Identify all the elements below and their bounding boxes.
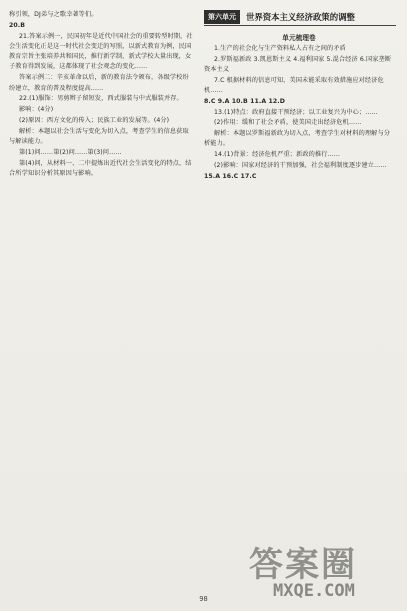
paragraph: 1.生产的社会化与生产资料私人占有之间的矛盾 (214, 44, 346, 52)
left-column (9, 10, 195, 180)
unit-label: 第六单元 (204, 10, 240, 24)
watermark-url: MXQE.COM (273, 581, 355, 601)
watermark-text: 答案圈 (249, 545, 357, 585)
answer-line: 20.B (9, 21, 26, 29)
paragraph: (2)作用：缓和了社会矛盾，使美国走出经济危机…… (214, 119, 362, 127)
page-number: 98 (199, 595, 208, 603)
paragraph: 答案示例二：辛亥革命以后，新的教育法令颁布，各级学校纷纷建立，教育的普及程度提高…… (9, 74, 189, 92)
paragraph: 14.(1)背景：经济危机严重；新政的推行…… (214, 151, 341, 159)
paragraph: 第(4)问，从材料一、二中提炼出近代社会生活变化的特点，结合所学知识分析其原因与影响。 (9, 159, 192, 177)
paragraph: 第(1)问……第(2)问……第(3)问…… (19, 148, 122, 156)
answer-line: 15.A 16.C 17.C (204, 172, 257, 180)
paragraph: 13.(1)特点：政府直接干预经济；以工业复兴为中心；…… (214, 108, 378, 116)
paragraph: 解析：本题以罗斯福新政为切入点，考查学生对材料的理解与分析能力。 (204, 130, 391, 148)
paragraph: 影响：(4分) (19, 106, 54, 114)
paragraph: 7.C 根据材料的信息可知，美国未能采取有效措施应对经济危机…… (204, 76, 384, 94)
paragraph: (2)原因：西方文化的传入；民族工业的发展等。(4分) (19, 116, 170, 124)
answer-line: 8.C 9.A 10.B 11.A 12.D (204, 97, 285, 105)
sub-heading: 单元梳理卷 (282, 34, 316, 42)
unit-title: 世界资本主义经济政策的调整 (246, 12, 355, 22)
paragraph: 2.罗斯福新政 3.凯恩斯主义 4.福利国家 5.混合经济 6.国家垄断资本主义 (204, 55, 392, 73)
paragraph: (2)影响：国家对经济的干预加强，社会福利制度逐步建立…… (214, 162, 387, 170)
paragraph: 解析：本题以社会生活与变化为切入点，考查学生的信息获取与解读能力。 (9, 127, 189, 146)
paragraph: 称引领，DJ弟与之歌幸著等们。 (9, 11, 98, 18)
paragraph: 22.(1)服饰：男剪辫子留短发，西式服装与中式服装并存。 (19, 95, 183, 103)
section-header (204, 9, 396, 26)
right-column (204, 33, 394, 183)
paragraph: 21.答案示例一，民国初年是近代中国社会的重要转型时期，社会生活变化正是这一时代社会变迁的写照，以新式教育为例，民国教育宗旨主张培养共和国民，推行新学制，新式学校大量出现，女子教育得到发展，这都体现了社会观念的变化…… (9, 32, 193, 71)
